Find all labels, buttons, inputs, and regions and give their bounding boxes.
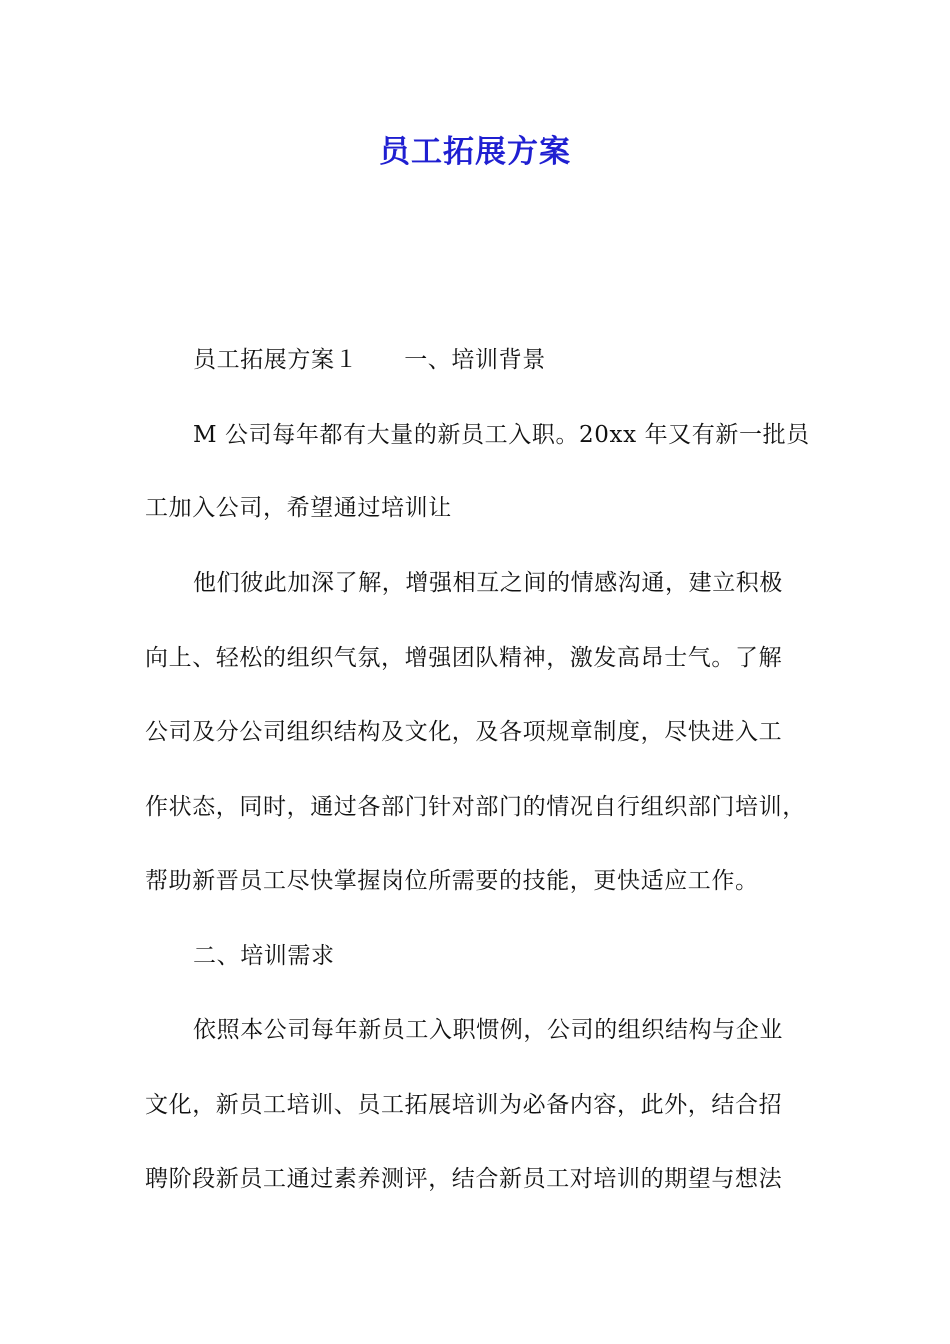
plan-label: 员工拓展方案１ [193,347,359,373]
section-title-background: 一、培训背景 [404,347,546,373]
section-title-requirements: 二、培训需求 [193,943,335,969]
paragraph-line: 文化，新员工培训、员工拓展培训为必备内容，此外，结合招 [145,1092,783,1118]
paragraph-line: 工加入公司，希望通过培训让 [145,495,452,521]
section-heading-line [193,344,873,376]
paragraph-line: 公司及分公司组织结构及文化，及各项规章制度，尽快进入工 [145,719,783,745]
paragraph-line: M 公司每年都有大量的新员工入职。20xx 年又有新一批员 [193,422,810,448]
paragraph-line: 向上、轻松的组织气氛，增强团队精神，激发高昂士气。了解 [145,645,783,671]
paragraph-line: 依照本公司每年新员工入职惯例，公司的组织结构与企业 [193,1017,783,1043]
paragraph-line: 聘阶段新员工通过素养测评，结合新员工对培训的期望与想法 [145,1166,783,1192]
paragraph-line: 帮助新晋员工尽快掌握岗位所需要的技能，更快适应工作。 [145,868,759,894]
paragraph-line: 作状态，同时，通过各部门针对部门的情况自行组织部门培训， [145,794,806,820]
paragraph-line: 他们彼此加深了解，增强相互之间的情感沟通，建立积极 [193,570,783,596]
document-title: 员工拓展方案 [379,134,571,170]
